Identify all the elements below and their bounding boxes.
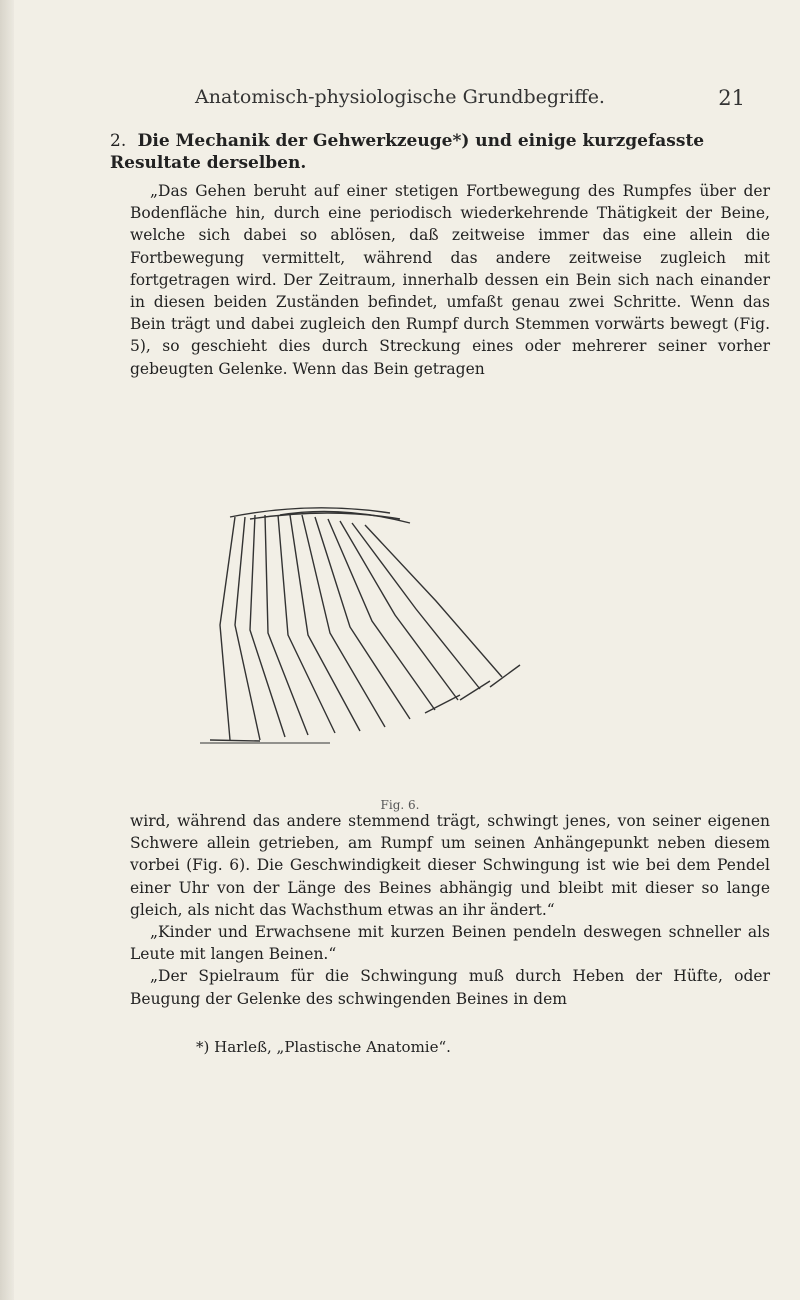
paragraph: wird, während das andere stemmend trägt, schwingt jenes, von seiner eigenen Schwere allein getrieben, am Rumpf um seinen Anhängepunkt neben diesem vorbei (Fig. 6). Die Geschwindigkeit dieser Schwingung ist wie bei dem Pendel einer Uhr von der Länge des Beines abhängig und bleibt mit dieser so lange gleich, als nicht das Wachsthum etwas an ihr ändert.“ (130, 812, 770, 919)
paragraph: „Der Spielraum für die Schwingung muß durch Heben der Hüfte, oder Beugung der Gelenke des schwingenden Beines in dem (130, 967, 770, 1008)
figure-caption: Fig. 6. (380, 798, 420, 812)
footnote: *) Harleß, „Plastische Anatomie“. (196, 1038, 451, 1056)
body-text-top (130, 180, 770, 380)
figure-leg-swing (190, 505, 610, 750)
section-title: Die Mechanik der Gehwerkzeuge*) und einige kurzgefasste Resultate derselben. (110, 131, 705, 173)
paragraph: „Kinder und Erwachsene mit kurzen Beinen pendeln deswegen schneller als Leute mit langen Beinen.“ (130, 923, 770, 964)
paragraph: „Das Gehen beruht auf einer stetigen Fortbewegung des Rumpfes über der Bodenfläche hin, durch eine periodisch wiederkehrende Thätigkeit der Beine, welche sich dabei so ablösen, daß zeitweise immer das eine allein die Fortbewegung vermittelt, während das andere zeitweise zugleich mit fortgetragen wird. Der Zeitraum, innerhalb dessen ein Bein sich nach einander in diesen beiden Zuständen befindet, umfaßt genau zwei Schritte. Wenn das Bein trägt und dabei zugleich den Rumpf durch Stemmen vorwärts bewegt (Fig. 5), so geschieht dies durch Streckung eines oder mehrerer seiner vorher gebeugten Gelenke. Wenn das Bein getragen (130, 182, 770, 378)
page-number: 21 (718, 86, 745, 110)
section-heading (110, 130, 760, 174)
body-text-bottom (130, 810, 770, 1010)
leg-swing-illustration (190, 505, 610, 745)
running-head: Anatomisch-physiologische Grundbegriffe. (195, 86, 605, 108)
section-number: 2. (110, 131, 127, 151)
